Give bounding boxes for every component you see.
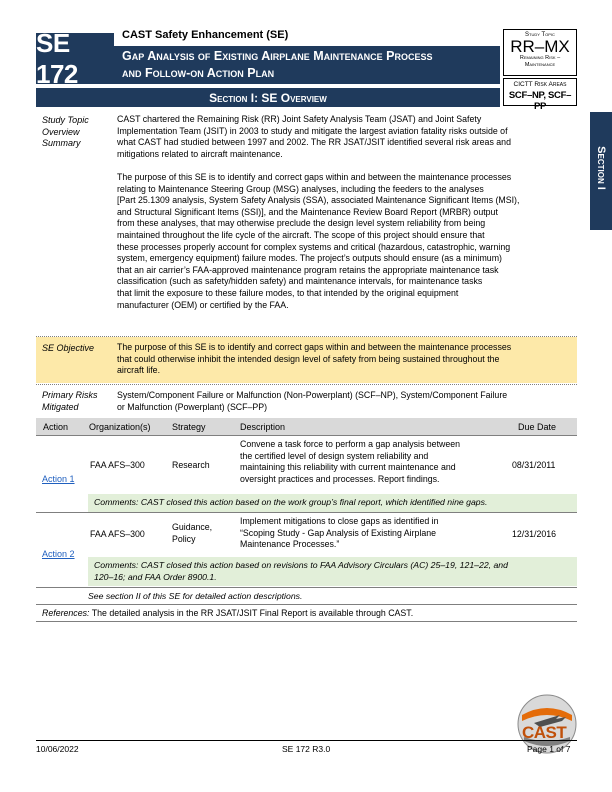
section-title-bar: Section I: SE Overview bbox=[36, 88, 500, 107]
row-2-due-date: 12/31/2016 bbox=[512, 529, 557, 539]
text-line: and Structural Significant Items (SSI)], and the Maintenance Review Board Report (MRBR) output bbox=[117, 206, 498, 217]
col-header-due-date: Due Date bbox=[518, 422, 557, 432]
text-line: that an air carrier’s FAA-approved maintenance program retains the appropriate maintenance task bbox=[117, 264, 499, 275]
text-line: the certified level of design system reliability and bbox=[240, 450, 429, 461]
col-header-description: Description bbox=[240, 422, 286, 432]
text-line: [Part 25.1309 analysis, System Safety Analysis (SSA), associated Maintenance Significant Items (MSI), bbox=[117, 195, 520, 206]
divider bbox=[36, 621, 577, 622]
text-line: Convene a task force to perform a gap analysis between bbox=[240, 439, 461, 449]
title-line-1: Gap Analysis of Existing Airplane Maintenance Process bbox=[122, 49, 433, 63]
study-topic-sub-2: Maintenance bbox=[524, 62, 556, 68]
divider bbox=[36, 384, 577, 385]
study-topic-label: Study Topic bbox=[525, 32, 555, 38]
risk-areas-label: CICTT Risk Areas bbox=[513, 81, 567, 88]
text-line: relating to Maintenance Steering Group (MSG) analyses, including the feeders to the analyses bbox=[117, 183, 484, 194]
study-topic-subtitle bbox=[504, 55, 576, 69]
text-line: oversight practices and processes. Report findings. bbox=[240, 473, 440, 484]
action-1-link[interactable]: Action 1 bbox=[42, 474, 75, 484]
references-label: References: bbox=[42, 608, 90, 618]
overview-label-1: Study Topic bbox=[42, 115, 89, 125]
row-2-org: FAA AFS–300 bbox=[90, 529, 145, 539]
text-line: these processes properly account for complex systems and critical (hazardous, catastrophic, warning bbox=[117, 241, 511, 252]
row-1-strategy: Research bbox=[172, 460, 210, 470]
row-2-comment bbox=[94, 560, 574, 583]
text-line: or Malfunction (Powerplant) (SCF–PP) bbox=[117, 401, 268, 412]
text-line: System/Component Failure or Malfunction (Non-Powerplant) (SCF–NP), System/Component Failure bbox=[117, 390, 508, 400]
footer-divider bbox=[36, 740, 577, 741]
footer-page-number: Page 1 of 7 bbox=[527, 744, 571, 754]
text-line: Policy bbox=[172, 533, 196, 544]
risks-label-2: Mitigated bbox=[42, 401, 79, 412]
side-tab-label: Section I bbox=[595, 146, 607, 190]
divider bbox=[36, 435, 577, 436]
primary-risks-text bbox=[117, 390, 577, 413]
text-line: aircraft life. bbox=[117, 365, 161, 376]
text-line: The purpose of this SE is to identify and correct gaps within and between the maintenance processes bbox=[117, 342, 512, 352]
divider bbox=[36, 604, 577, 605]
text-line: Implement mitigations to close gaps as identified in bbox=[240, 516, 439, 526]
overview-paragraph-1 bbox=[117, 114, 577, 160]
text-line: classification (such as safety/hidden safety) and maintenance intervals, for maintenance tasks bbox=[117, 276, 483, 287]
text-line: The purpose of this SE is to identify and correct gaps within and between the maintenance processes bbox=[117, 172, 512, 182]
text-line: CAST chartered the Remaining Risk (RR) Joint Safety Analysis Team (JSAT) and Joint Safety bbox=[117, 114, 482, 124]
row-2-strategy bbox=[172, 522, 212, 545]
col-header-strategy: Strategy bbox=[172, 422, 206, 432]
text-line: that could otherwise inhibit the intended design level of safety from being sustained throughout the bbox=[117, 353, 500, 364]
title-line-2: and Follow-on Action Plan bbox=[122, 66, 275, 80]
table-note: See section II of this SE for detailed action descriptions. bbox=[88, 591, 303, 601]
text-line: Implementation Team (JSIT) in 2003 to study and mitigate the largest aviation fatality risks outside of bbox=[117, 125, 508, 136]
study-topic-code: RR–MX bbox=[510, 37, 570, 56]
text-line: “Scoping Study - Gap Analysis of Existing Airplane bbox=[240, 527, 437, 538]
text-line: from these analyses, that may otherwise preclude the design level system reliability from being bbox=[117, 218, 486, 229]
overview-label-2: Overview bbox=[42, 126, 80, 137]
risk-areas-codes: SCF–NP, SCF–PP bbox=[508, 90, 572, 112]
text-line: that limit the exposure to these failure modes, to that intended by the original equipment bbox=[117, 287, 459, 298]
section-side-tab[interactable] bbox=[590, 112, 612, 230]
study-topic-sub-1: Remaining Risk – bbox=[519, 55, 561, 61]
table-row bbox=[42, 469, 75, 487]
risks-label-1: Primary Risks bbox=[42, 390, 98, 400]
divider bbox=[36, 587, 577, 588]
row-2-description bbox=[240, 516, 510, 551]
objective-text bbox=[117, 342, 577, 377]
col-header-organization: Organization(s) bbox=[89, 422, 151, 432]
row-1-org: FAA AFS–300 bbox=[90, 460, 145, 470]
risk-areas-box bbox=[503, 78, 577, 112]
overview-paragraph-2 bbox=[117, 172, 577, 311]
text-line: mitigations related to aircraft maintenance. bbox=[117, 148, 283, 159]
se-kicker: CAST Safety Enhancement (SE) bbox=[122, 29, 289, 41]
row-1-comment: Comments: CAST closed this action based on the work group’s final report, which identified nine gaps. bbox=[94, 497, 488, 507]
objective-label: SE Objective bbox=[42, 343, 95, 353]
references-text: The detailed analysis in the RR JSAT/JSIT Final Report is available through CAST. bbox=[91, 608, 414, 618]
action-2-link[interactable]: Action 2 bbox=[42, 549, 75, 559]
text-line: manufacturer (OEM) or certified by the FAA. bbox=[117, 299, 289, 310]
text-line: system, emergency equipment) failure modes. The project’s outputs should ensure (as a minimum) bbox=[117, 253, 502, 264]
col-header-action: Action bbox=[43, 422, 69, 432]
footer-date: 10/06/2022 bbox=[36, 744, 79, 754]
text-line: Guidance, bbox=[172, 522, 213, 532]
overview-label bbox=[42, 115, 89, 150]
text-line: Comments: CAST closed this action based on revisions to FAA Advisory Circulars (AC) 25–19, 121–22, and bbox=[94, 560, 508, 570]
study-topic-box bbox=[503, 29, 577, 76]
se-number-badge: SE 172 bbox=[36, 33, 114, 84]
text-line: Maintenance Processes.” bbox=[240, 539, 340, 550]
references bbox=[42, 608, 572, 620]
footer-doc-id: SE 172 R3.0 bbox=[282, 744, 331, 754]
row-1-due-date: 08/31/2011 bbox=[512, 460, 556, 470]
overview-label-3: Summary bbox=[42, 138, 81, 148]
primary-risks-label bbox=[42, 390, 98, 413]
page-title bbox=[114, 46, 500, 84]
text-line: what CAST had studied between 1997 and 2002. The RR JSAT/JSIT identified several risk areas and bbox=[117, 137, 511, 148]
logo-text: CAST bbox=[522, 723, 567, 742]
text-line: maintaining this reliability with current maintenance and bbox=[240, 462, 456, 473]
table-row bbox=[42, 544, 75, 562]
text-line: maintained throughout the life cycle of the aircraft. The scope of this project should ensure that bbox=[117, 229, 485, 240]
text-line: 120–16; and FAA Order 8900.1. bbox=[94, 571, 217, 582]
divider bbox=[36, 512, 577, 513]
row-1-description bbox=[240, 439, 510, 485]
